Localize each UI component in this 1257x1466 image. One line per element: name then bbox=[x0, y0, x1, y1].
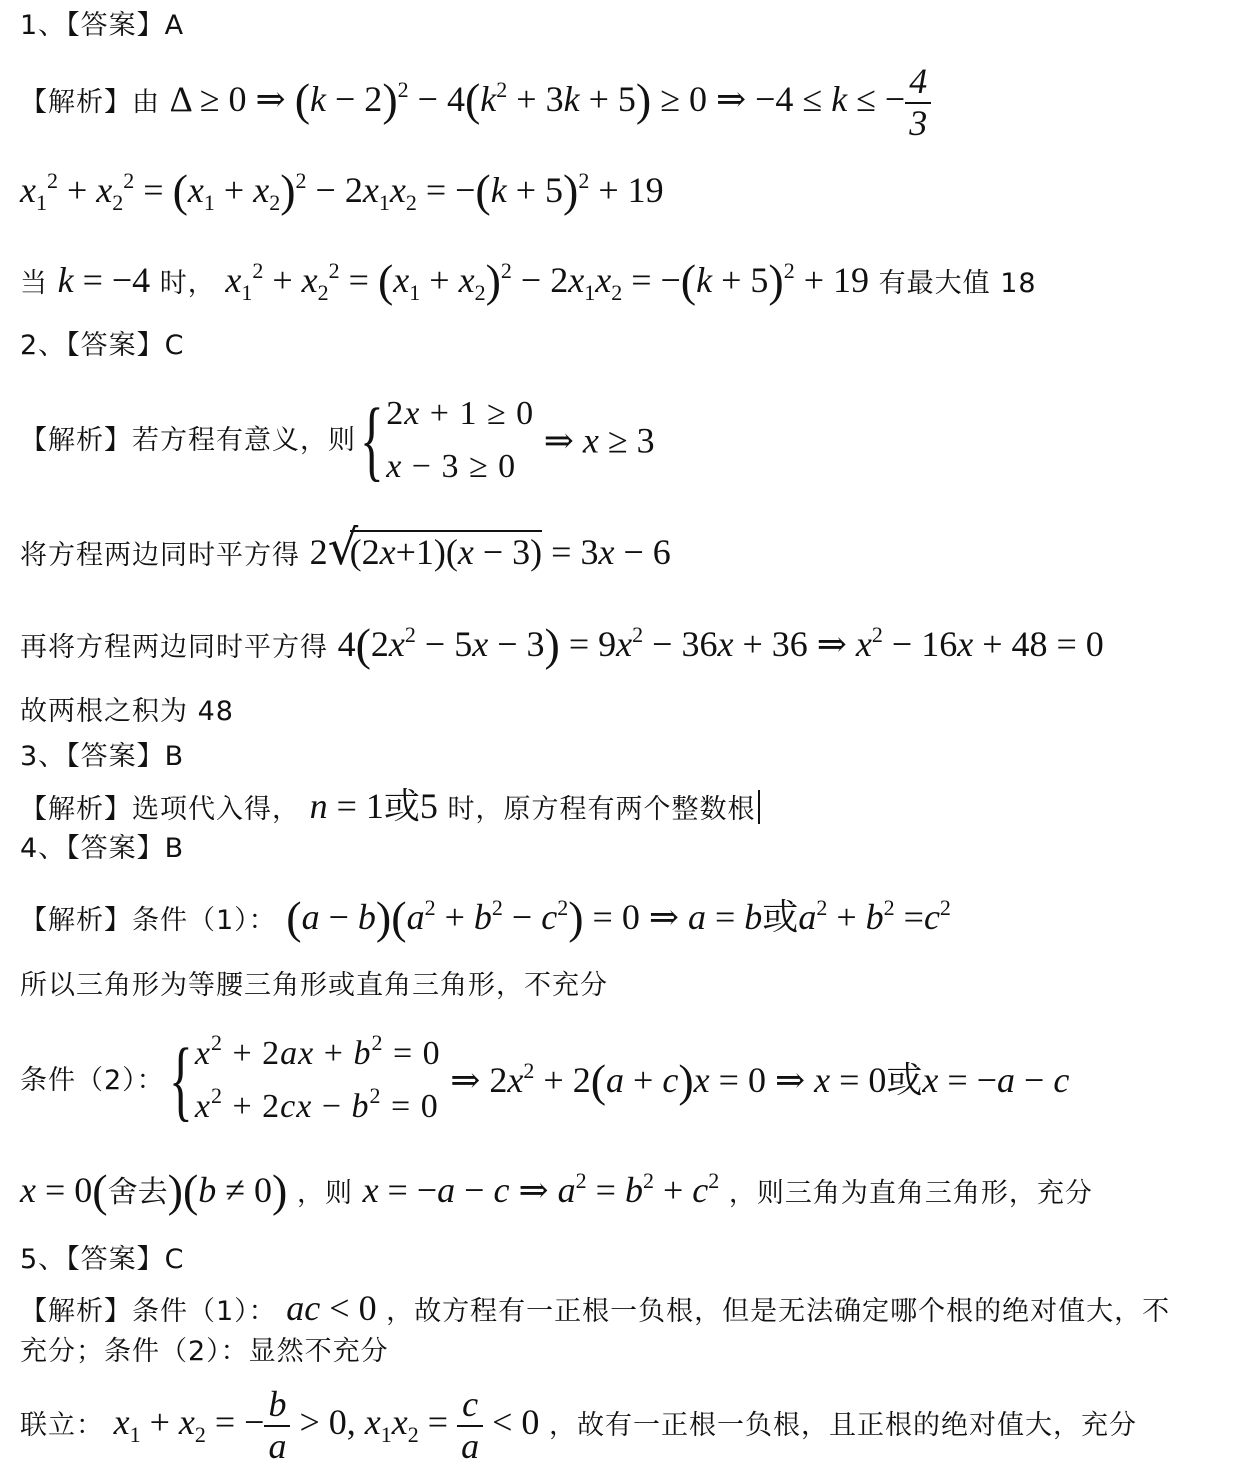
q1-l2-math: $x_1^2 + x_2^2 = (x_1 + x_2)^2 - 2x_1x_2 = -(k + 5)^2 + 19$ bbox=[20, 165, 664, 216]
q4-l1-prefix: 【解析】条件（1）： bbox=[20, 905, 277, 936]
q2-system bbox=[386, 388, 534, 493]
q5-l3-suffix: ，故有一正根一负根，且正根的绝对值大，充分 bbox=[548, 1410, 1137, 1442]
q2-system-brace: { bbox=[359, 390, 385, 490]
q2-l3-prefix: 再将方程两边同时平方得 bbox=[20, 632, 328, 663]
q1-l3-cond: k = −4 bbox=[57, 260, 151, 300]
q3-l1-prefix: 【解析】选项代入得， bbox=[20, 794, 300, 825]
q5-analysis-line1 bbox=[20, 1290, 1170, 1326]
q4-l1-math: $(a - b)(a^2 + b^2 - c^2) = 0$ ⇒ a = b或$a^2 + b^2 =c^2$ bbox=[286, 892, 951, 943]
q3-analysis-line1 bbox=[20, 788, 760, 824]
q3-l1-math: n = 1或5 bbox=[309, 786, 438, 826]
q1-l1-prefix: 【解析】由 bbox=[20, 86, 160, 118]
q1-title: 1、【答案】A bbox=[20, 10, 185, 41]
q2-l2-prefix: 将方程两边同时平方得 bbox=[20, 540, 300, 571]
q4-l4-mid1: ，则 bbox=[296, 1178, 353, 1209]
q2-analysis-line4: 故两根之积为 48 bbox=[20, 696, 234, 727]
q4-system-row2: $x^2 + 2cx - b^2 = 0$ bbox=[194, 1082, 439, 1125]
q5-l1-math: ac < 0 bbox=[286, 1288, 377, 1328]
q4-l4-math2: x = −a − c ⇒ $a^2 = b^2 + c^2$ bbox=[362, 1168, 720, 1210]
q1-l3-prefix: 当 bbox=[20, 268, 48, 299]
q4-analysis-line2: 所以三角形为等腰三角形或直角三角形，不充分 bbox=[20, 970, 608, 1001]
q2-l1-result: ⇒ x ≥ 3 bbox=[543, 420, 655, 461]
q2-analysis-line2 bbox=[20, 520, 671, 576]
q4-analysis-line1 bbox=[20, 892, 951, 943]
q1-analysis-line2 bbox=[20, 165, 664, 216]
q4-system-brace: { bbox=[168, 1030, 193, 1130]
text-cursor bbox=[758, 790, 760, 824]
q1-l3-math: $x_1^2 + x_2^2 = (x_1 + x_2)^2 - 2x_1x_2 = -(k + 5)^2 + 19$ bbox=[225, 255, 870, 306]
q4-title: 4、【答案】B bbox=[20, 833, 185, 864]
q4-system bbox=[195, 1028, 441, 1133]
q2-l1-prefix: 【解析】若方程有意义，则 bbox=[20, 425, 356, 457]
q4-analysis-line4 bbox=[20, 1165, 1093, 1216]
sqrt-icon: √ bbox=[327, 520, 359, 576]
q4-l3-result: ⇒ $2x^2 + 2(a + c)x = 0$ ⇒ x = 0或x = −a − c bbox=[450, 1054, 1070, 1106]
q4-l4-suffix: ，则三角为直角三角形，充分 bbox=[728, 1178, 1093, 1209]
q5-l3-math: $x_1 + x_2$ = − $\frac{b}{a}$ > 0, $x_1x_2$ = $\frac{c}{a}$ < 0 bbox=[113, 1384, 540, 1466]
q2-l3-math: $4(2x^2 - 5x - 3) = 9x^2 - 36x + 36$ ⇒ $x^2 - 16x + 48 = 0$ bbox=[337, 619, 1104, 670]
q4-l3-prefix: 条件（2）： bbox=[20, 1065, 165, 1097]
q5-title: 5、【答案】C bbox=[20, 1244, 185, 1275]
q1-l3-suffix: 有最大值 18 bbox=[878, 268, 1037, 299]
q5-analysis-line2: 充分；条件（2）：显然不充分 bbox=[20, 1336, 389, 1367]
q2-analysis-line3 bbox=[20, 619, 1104, 670]
q4-system-row1: $x^2 + 2ax + b^2 = 0$ bbox=[194, 1030, 441, 1072]
q5-l1-prefix: 【解析】条件（1）： bbox=[20, 1296, 277, 1327]
q1-l1-math: Δ ≥ 0 ⇒ $(k - 2)^2 - 4(k^2 + 3k + 5) \ge 0$ ⇒ −4 ≤ k ≤ − $\frac{4}{3}$ bbox=[170, 79, 932, 119]
q2-system-row1: 2x + 1 ≥ 0 bbox=[386, 395, 535, 432]
q3-l1-suffix: 时，原方程有两个整数根 bbox=[447, 794, 756, 825]
q4-analysis-line3 bbox=[20, 1028, 1069, 1133]
q5-l1-suffix: ，故方程有一正根一负根，但是无法确定哪个根的绝对值大，不 bbox=[386, 1296, 1171, 1327]
q2-analysis-line1 bbox=[20, 388, 655, 493]
q1-analysis-line1 bbox=[20, 62, 931, 143]
q4-l4-math1: x = 0(舍去)(b ≠ 0) bbox=[20, 1165, 288, 1216]
q5-l3-prefix: 联立： bbox=[20, 1410, 104, 1442]
q5-analysis-line3 bbox=[20, 1385, 1137, 1466]
q2-system-row2: x − 3 ≥ 0 bbox=[386, 447, 517, 485]
q2-title: 2、【答案】C bbox=[20, 330, 185, 361]
q2-l2-math: 2 √ (2x+1)(x − 3) = 3x − 6 bbox=[309, 520, 671, 576]
q1-l3-mid: 时， bbox=[159, 268, 216, 299]
q3-title: 3、【答案】B bbox=[20, 741, 185, 772]
q1-analysis-line3 bbox=[20, 255, 1037, 306]
